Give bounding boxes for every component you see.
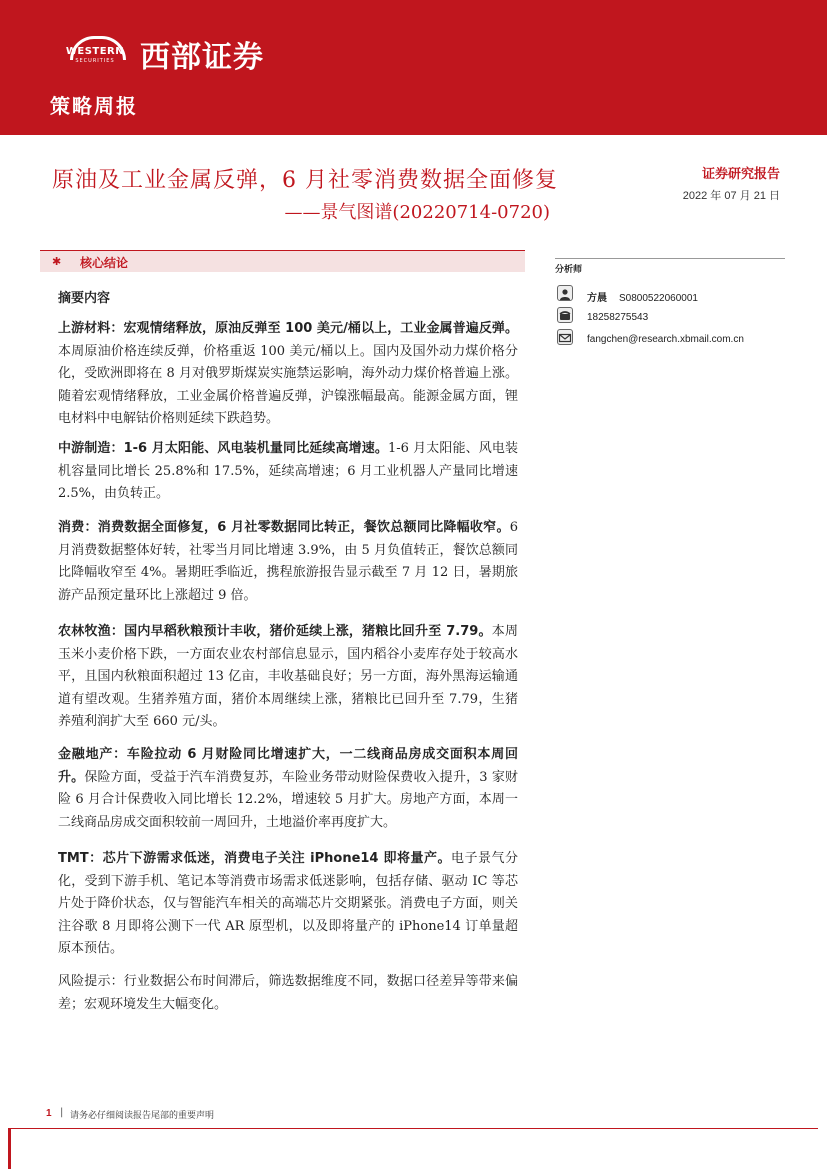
report-date: 2022 年 07 月 21 日 — [682, 190, 780, 202]
analyst-phone: 18258275543 — [587, 312, 649, 323]
core-conclusion-bar — [40, 250, 525, 272]
paragraph-body: 本周原油价格连续反弹，价格重返 100 美元/桶以上。国内及国外动力煤价格分化，受欧洲即将在 8 月对俄罗斯煤炭实施禁运影响，海外动力煤价格普遍上涨。随着宏观情绪释放，工业金属价格普遍反弹，沪镍涨幅最高。能源金属方面，锂电材料中电解钴价格则延续下跌趋势。 — [58, 343, 518, 426]
paragraph-lead: 中游制造：1-6 月太阳能、风电装机量同比延续高增速。 — [58, 441, 388, 456]
email-icon — [557, 329, 573, 345]
analyst-email[interactable]: fangchen@research.xbmail.com.cn — [587, 334, 744, 345]
paragraph-body: 风险提示：行业数据公布时间滞后，筛选数据维度不同，数据口径差异等带来偏差；宏观环境发生大幅变化。 — [58, 974, 518, 1012]
summary-label: 摘要内容 — [58, 291, 111, 306]
paragraph-upstream — [58, 318, 518, 431]
paragraph-lead: 消费：消费数据全面修复，6 月社零数据同比转正，餐饮总额同比降幅收窄。 — [58, 520, 510, 535]
paragraph-body: 电子景气分化，受到下游手机、笔记本等消费市场需求低迷影响，包括存储、驱动 IC 等芯片处于降价状态，仅与智能汽车相关的高端芯片交期紧张。消费电子方面，则关注谷歌 8 月即将公测下一代 AR 原型机，以及即将量产的 iPhone14 订单量超原本预估。 — [58, 851, 518, 956]
paragraph-body: 1-6 月太阳能、风电装机容量同比增长 25.8%和 17.5%，延续高增速；6 月工业机器人产量同比增速 2.5%，由负转正。 — [58, 441, 518, 501]
paragraph-lead: 农林牧渔：国内早稻秋粮预计丰收，猪价延续上涨，猪粮比回升至 7.79。 — [58, 624, 492, 639]
disclaimer-note: 请务必仔细阅读报告尾部的重要声明 — [70, 1111, 215, 1121]
paragraph-lead: 上游材料：宏观情绪释放，原油反弹至 100 美元/桶以上，工业金属普遍反弹。 — [58, 321, 518, 336]
logo-word: WESTERN — [65, 46, 125, 57]
paragraph-midstream — [58, 438, 518, 506]
analyst-cert: S0800522060001 — [619, 293, 698, 304]
analyst-name-row — [587, 289, 698, 304]
report-subtitle: ——景气图谱(20220714-0720) — [284, 202, 550, 223]
star-icon: ✱ — [52, 255, 62, 268]
section-title: 策略周报 — [50, 94, 138, 118]
paragraph-body: 6 月消费数据整体好转，社零当月同比增速 3.9%，由 5 月负值转正，餐饮总额同比降幅收窄至 4%。暑期旺季临近，携程旅游报告显示截至 7 月 12 日，暑期旅游产品预定量环比上涨超过 9 倍。 — [58, 520, 518, 603]
logo-sub: SECURITIES — [75, 58, 115, 64]
footer-corner — [8, 1128, 11, 1169]
paragraph-consumption — [58, 517, 518, 607]
paragraph-lead: 金融地产：车险拉动 6 月财险同比增速扩大，一二线商品房成交面积本周回升。 — [58, 747, 518, 785]
phone-icon — [557, 307, 573, 323]
footer-divider — [10, 1128, 818, 1129]
paragraph-lead: TMT：芯片下游需求低迷，消费电子关注 iPhone14 即将量产。 — [58, 851, 451, 866]
analyst-name: 方晨 — [587, 293, 607, 304]
analyst-heading: 分析师 — [555, 258, 785, 275]
paragraph-risk — [58, 971, 518, 1016]
core-conclusion-label: 核心结论 — [80, 256, 129, 270]
paragraph-tmt — [58, 848, 518, 961]
header-band — [0, 0, 827, 135]
report-title: 原油及工业金属反弹，6 月社零消费数据全面修复 — [52, 168, 558, 193]
paragraph-agriculture — [58, 621, 518, 734]
footer-separator: | — [60, 1107, 64, 1118]
report-type: 证券研究报告 — [701, 167, 780, 182]
paragraph-finance-realestate — [58, 744, 518, 834]
page-number: 1 — [46, 1108, 52, 1119]
brand-name: 西部证券 — [140, 40, 264, 75]
person-icon — [557, 285, 573, 301]
company-logo — [60, 36, 130, 66]
paragraph-body: 本周玉米小麦价格下跌，一方面农业农村部信息显示，国内稻谷小麦库存处于较高水平，且国内秋粮面积超过 13 亿亩，丰收基础良好；另一方面，海外黑海运输通道有望改观。生猪养殖方面，猪价本周继续上涨，猪粮比已回升至 7.79，生猪养殖利润扩大至 660 元/头。 — [58, 624, 518, 729]
paragraph-body: 保险方面，受益于汽车消费复苏，车险业务带动财险保费收入提升，3 家财险 6 月合计保费收入同比增长 12.2%，增速较 5 月扩大。房地产方面，本周一二线商品房成交面积较前一周回升，土地溢价率再度扩大。 — [58, 769, 518, 830]
